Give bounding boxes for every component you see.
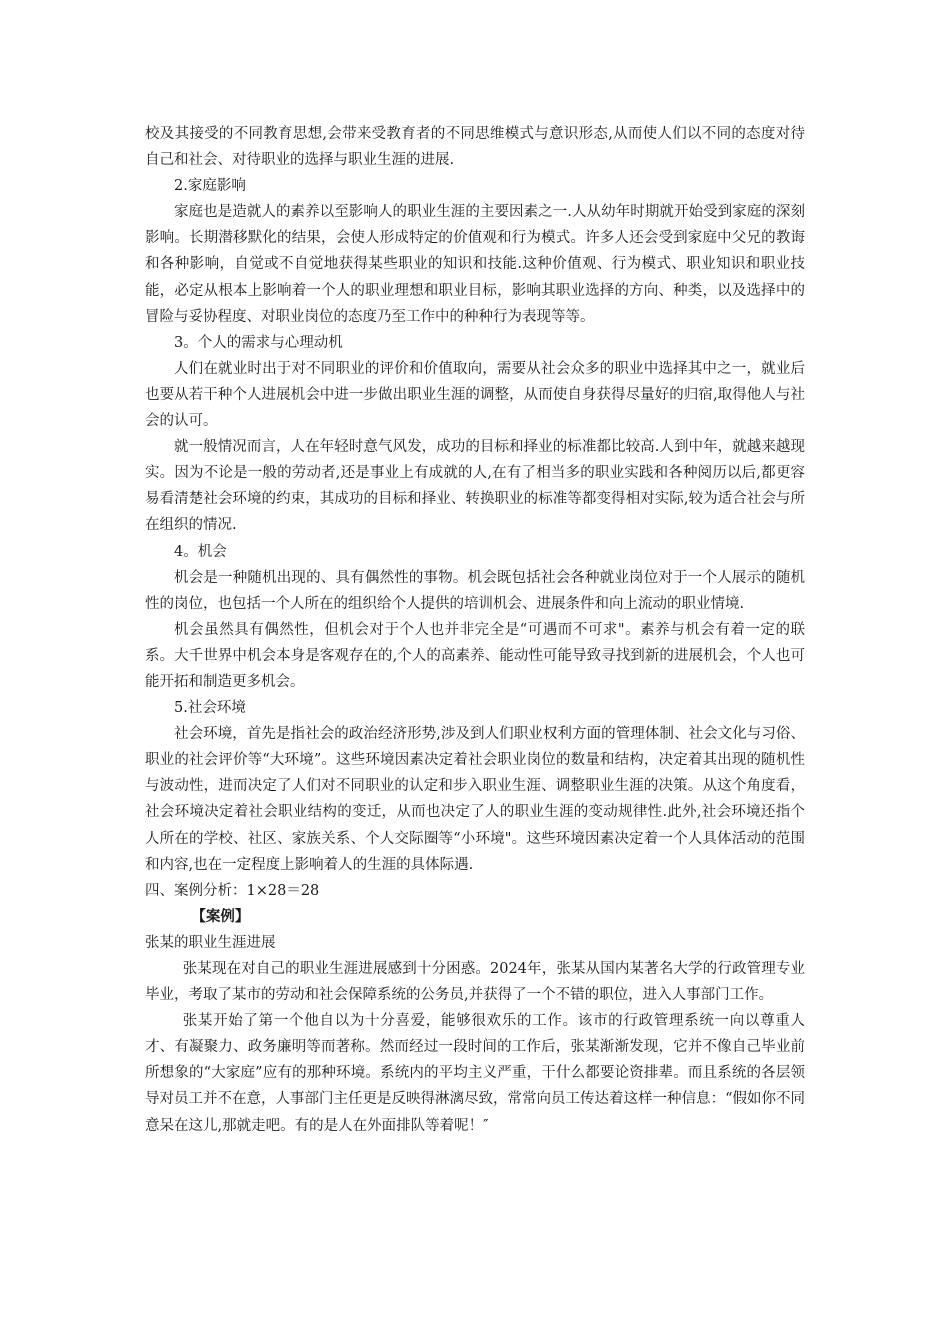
document-page — [145, 121, 805, 1139]
heading-family-influence: 2.家庭影响 — [174, 178, 246, 195]
paragraph-education-continuation: 校及其接受的不同教育思想,会带来受教育者的不同思维模式与意识形态,从而使人们以不同的态度对待自己和社会、对待职业的选择与职业生涯的进展. — [145, 126, 805, 169]
paragraph-personal-needs-1: 人们在就业时出于对不同职业的评价和价值取向，需要从社会众多的职业中选择其中之一，就业后也要从若干种个人进展机会中进一步做出职业生涯的调整，从而使自身获得尽量好的归宿,取得他人与社会的认可。 — [145, 360, 805, 430]
paragraph-personal-needs-2: 就一般情况而言，人在年轻时意气风发，成功的目标和择业的标准都比较高.人到中年，就越来越现实。因为不论是一般的劳动者,还是事业上有成就的人,在有了相当多的职业实践和各种阅历以后,都更容易看清楚社会环境的约束，其成功的目标和择业、转换职业的标准等都变得相对实际,较为适合社会与所在组织的情况. — [145, 439, 805, 534]
heading-opportunity: 4。机会 — [174, 543, 227, 560]
paragraph-family-influence: 家庭也是造就人的素养以至影响人的职业生涯的主要因素之一.人从幼年时期就开始受到家庭的深刻影响。长期潜移默化的结果，会使人形成特定的价值观和行为模式。许多人还会受到家庭中父兄的教诲和各种影响，自觉或不自觉地获得某些职业的知识和技能.这种价值观、行为模式、职业知识和职业技能，必定从根本上影响着一个人的职业理想和职业目标，影响其职业选择的方向、种类，以及选择中的冒险与妥协程度、对职业岗位的态度乃至工作中的种种行为表现等等。 — [145, 204, 805, 325]
paragraph-case-2: 张某开始了第一个他自以为十分喜爱，能够很欢乐的工作。该市的行政管理系统一向以尊重人才、有凝聚力、政务廉明等而著称。然而经过一段时间的工作后，张某渐渐发现，它并不像自己毕业前所想象的“大家庭”应有的那种环境。系统内的平均主义严重，干什么都要论资排辈。而且系统的各层领导对员工并不在意，人事部门主任更是反映得淋漓尽致，常常向员工传达着这样一种信息：“假如你不同意呆在这儿,那就走吧。有的是人在外面排队等着呢！″ — [145, 1013, 805, 1134]
paragraph-case-1: 张某现在对自己的职业生涯进展感到十分困惑。2024年，张某从国内某著名大学的行政管理专业毕业，考取了某市的劳动和社会保障系统的公务员,并获得了一个不错的职位，进入人事部门工作。 — [145, 961, 805, 1004]
paragraph-social-environment: 社会环境，首先是指社会的政治经济形势,涉及到人们职业权利方面的管理体制、社会文化与习俗、职业的社会评价等“大环境”。这些环境因素决定着社会职业岗位的数量和结构，决定着其出现的随机性与波动性，进而决定了人们对不同职业的认定和步入职业生涯、调整职业生涯的决策。从这个角度看，社会环境决定着社会职业结构的变迁，从而也决定了人的职业生涯的变动规律性.此外,社会环境还指个人所在的学校、社区、家族关系、个人交际圈等“小环境"。这些环境因素决定着一个人具体活动的范围和内容,也在一定程度上影响着人的生涯的具体际遇. — [145, 726, 805, 873]
heading-social-environment: 5.社会环境 — [174, 700, 246, 717]
case-title: 张某的职业生涯进展 — [145, 934, 276, 951]
paragraph-opportunity-1: 机会是一种随机出现的、具有偶然性的事物。机会既包括社会各种就业岗位对于一个人展示的随机性的岗位，也包括一个人所在的组织给个人提供的培训机会、进展条件和向上流动的职业情境. — [145, 569, 805, 612]
case-tag: 【案例】 — [191, 907, 250, 925]
paragraph-opportunity-2: 机会虽然具有偶然性，但机会对于个人也并非完全是“可遇而不可求"。素养与机会有着一定的联系。大千世界中机会本身是客观存在的,个人的高素养、能动性可能导致寻找到新的进展机会，个人也可能开拓和制造更多机会。 — [145, 621, 805, 690]
section-heading-case-analysis: 四、案例分析：1×28＝28 — [145, 882, 320, 899]
heading-personal-needs: 3。个人的需求与心理动机 — [174, 334, 343, 351]
